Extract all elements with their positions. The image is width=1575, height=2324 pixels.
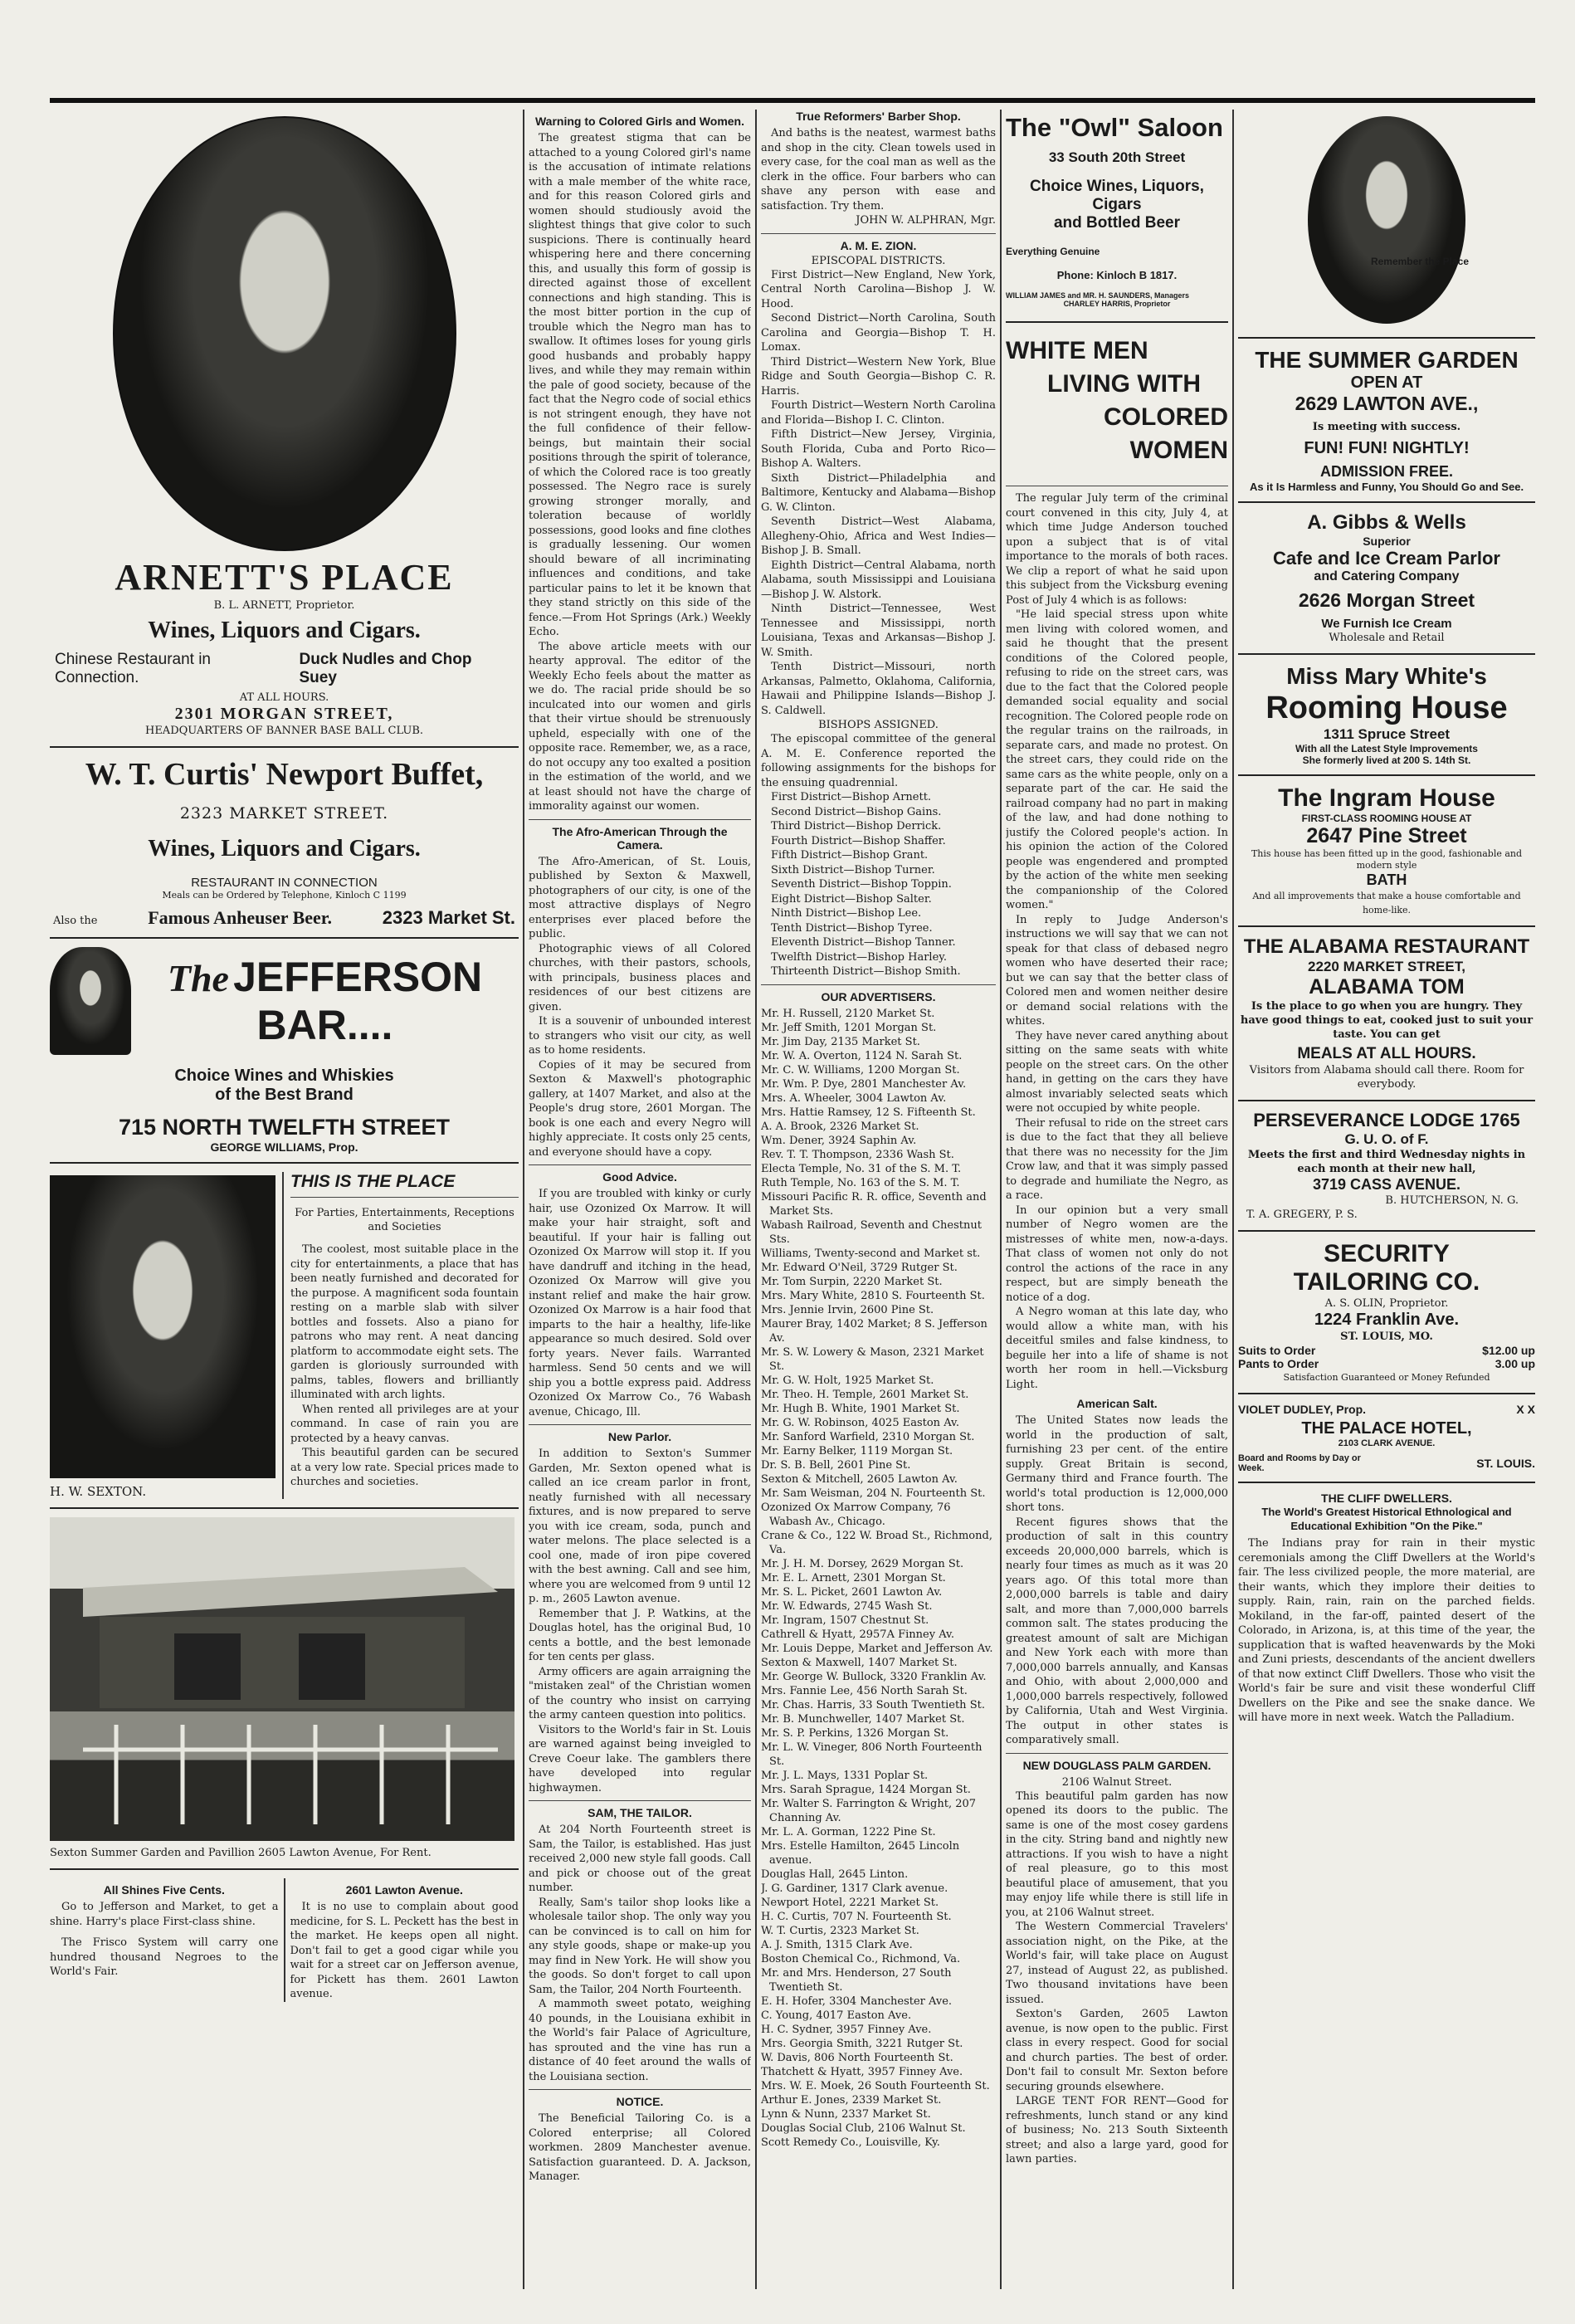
tailoring-title2: TAILORING CO. bbox=[1293, 1268, 1480, 1296]
summer-open: OPEN AT bbox=[1350, 374, 1423, 392]
advertiser-item: Mr. C. W. Williams, 1200 Morgan St. bbox=[761, 1063, 960, 1077]
cliff-title: THE CLIFF DWELLERS. bbox=[1321, 1492, 1452, 1505]
whitemen-head1: WHITE MEN bbox=[1006, 337, 1148, 364]
warning-body2: The above article meets with our hearty approval. The editor of the Weekly Echo feels about the matter as we do. The racial pride should be so inculcated into our women and girls that their virtue should be strenuously upheld, especially with one of the opposite race. Remember, we, as a race, do not occupy any too exalted a position in the estimation of the world, and we at least should not have the charge of immorality against our women. bbox=[529, 640, 751, 813]
summer-fun: FUN! FUN! NIGHTLY! bbox=[1304, 439, 1470, 457]
shines-heading: All Shines Five Cents. bbox=[103, 1883, 225, 1897]
lawton-body: It is no use to complain about good medicine, for S. L. Peckett has the best in the market. He keeps open all night. Don't fail to get a good cigar while you wait for a street car on Jefferson avenue, for Pickett has them. 2601 Lawton avenue. bbox=[290, 1901, 519, 2000]
cliff-body: The Indians pray for rain in their mystic ceremonials among the Cliff Dwellers at the World's fair. The less civilized people, the more material, are their wants, which they implore their deities to supply. Rain, rain, rain on the parched fields. Mokiland, in the far-off, painted desert of the Colorado, in Arizona, is, at this time of the year, the supplication that is wafted heavenwards by the Moki and Zuni priests, descendants of the ancient dwellers of that now extinct Cliff Dwellers. Those who visit the World's fair be sure and visit these wonderful Cliff Dwellers on the Pike and see the snake dance. We will have more in next week. Watch the Palladium. bbox=[1238, 1537, 1535, 1724]
advertiser-item: Mr. Theo. H. Temple, 2601 Market St. bbox=[761, 1388, 969, 1401]
advertiser-item: Mrs. Hattie Ramsey, 12 S. Fifteenth St. bbox=[761, 1106, 976, 1119]
advertiser-item: Mr. and Mrs. Henderson, 27 South Twentieth St. bbox=[761, 1966, 952, 1994]
advertiser-item: Mr. Edward O'Neil, 3729 Rutger St. bbox=[761, 1261, 958, 1274]
curtis-address: 2323 MARKET STREET. bbox=[179, 804, 389, 823]
whitemen-body2: "He laid special stress upon white men living with colored women, and said he thought that the present conditions of the Colored people, refusing to ride on the street cars, was due to the fact that the Colored people demanded social equality and social recognition. The Colored people rode on the regular trains on the railroads, in separate cars, and made no protest. On the street cars, they could ride on the same cars as the white people, only on a separate part of the car. He said the railroad company had no part in making of the law, and had done nothing to justify the Colored people's action. In his opinion the action of the Colored people was engendered and prompted by the action of the white men seeking the companionship of the Colored women." bbox=[1006, 608, 1228, 911]
bishop-item: Thirteenth District—Bishop Smith. bbox=[771, 965, 961, 978]
summer-address: 2629 LAWTON AVE., bbox=[1295, 393, 1479, 414]
curtis-beer: Famous Anheuser Beer. bbox=[148, 907, 333, 928]
camera-body2: Photographic views of all Colored churches, with their pastors, schools, with principals, business places and residences of our best citizens are given. bbox=[529, 942, 751, 1013]
whitemen-head2: LIVING WITH bbox=[1047, 370, 1201, 398]
whitemen-body5: Their refusal to ride on the street cars is due to the fact that they all believe that there was no necessity for the Jim Crow law, and that it was simply passed to degrade and humiliate the Negro, as a race. bbox=[1006, 1116, 1228, 1202]
arnett-proprietor: B. L. ARNETT, Proprietor. bbox=[213, 599, 355, 612]
bishop-item: Second District—Bishop Gains. bbox=[771, 805, 942, 818]
advertiser-item: Mr. L. A. Gorman, 1222 Pine St. bbox=[761, 1825, 936, 1838]
column-3 bbox=[761, 110, 996, 2289]
bishop-item: First District—Bishop Arnett. bbox=[771, 791, 932, 803]
sexton-sub: For Parties, Entertainments, Receptions and Societies bbox=[295, 1207, 514, 1233]
warning-heading: Warning to Colored Girls and Women. bbox=[534, 115, 744, 128]
garden-photo-detail bbox=[50, 1517, 514, 1841]
notice-body: The Beneficial Tailoring Co. is a Colored enterprise; all Colored workmen. 2809 Manchester avenue. Satisfaction guaranteed. D. A. Jackson, Manager. bbox=[529, 2112, 751, 2183]
barber-heading: True Reformers' Barber Shop. bbox=[796, 110, 961, 123]
bishops-intro: The episcopal committee of the general A. M. E. Conference reported the following assignments for the bishops for the ensuing quadrennial. bbox=[761, 733, 996, 789]
arnett-products: Wines, Liquors and Cigars. bbox=[148, 618, 421, 643]
advice-heading: Good Advice. bbox=[602, 1170, 677, 1184]
summer-harmless: As it Is Harmless and Funny, You Should Go and See. bbox=[1249, 481, 1524, 493]
district-item: Third District—Western New York, Blue Ridge and South Georgia—Bishop C. R. Harris. bbox=[761, 355, 996, 398]
advertiser-item: Ozonized Ox Marrow Company, 76 Wabash Av., Chicago. bbox=[761, 1501, 951, 1528]
tailoring-city: ST. LOUIS, MO. bbox=[1340, 1330, 1433, 1343]
advertiser-item: Scott Remedy Co., Louisville, Ky. bbox=[761, 2136, 940, 2149]
curtis-address2: 2323 Market St. bbox=[382, 907, 515, 928]
advertiser-item: Mr. Wm. P. Dye, 2801 Manchester Av. bbox=[761, 1077, 967, 1091]
bishop-item: Eight District—Bishop Salter. bbox=[771, 892, 932, 906]
column-rule bbox=[523, 110, 524, 2289]
shines-body1: Go to Jefferson and Market, to get a shine. Harry's place First-class shine. bbox=[50, 1901, 279, 1928]
advertiser-item: Ruth Temple, No. 163 of the S. M. T. bbox=[761, 1176, 960, 1189]
alabama-address: 2220 MARKET STREET, bbox=[1308, 959, 1465, 974]
advertiser-item: Cathrell & Hyatt, 2957A Finney Av. bbox=[761, 1628, 954, 1641]
district-item: Fourth District—Western North Carolina and Florida—Bishop I. C. Clinton. bbox=[761, 399, 996, 427]
advertiser-item: H. C. Sydner, 3957 Finney Ave. bbox=[761, 2023, 932, 2036]
palm-body1: This beautiful palm garden has now opened its doors to the public. The same is one of the most cosey gardens in the city. String band and nightly new attractions. If you wish to have a night of real pleasure, go to this most beautiful place of amusement, that you may enjoy life while there is still life in you, at 2106 Walnut street. bbox=[1006, 1789, 1228, 1919]
district-list bbox=[761, 268, 996, 719]
ingram-title: The Ingram House bbox=[1278, 784, 1495, 812]
advertiser-item: E. H. Hofer, 3304 Manchester Ave. bbox=[761, 1994, 953, 2008]
gibbs-line1: Cafe and Ice Cream Parlor bbox=[1273, 548, 1500, 569]
arnett-title: ARNETT'S PLACE bbox=[115, 557, 454, 598]
camera-body4: Copies of it may be secured from Sexton & Maxwell's photographic gallery, at 1407 Market, and also at the People's drug store, 2601 Morgan. The book is one each and every Negro will highly appreciate. It costs only 25 cents, and everyone should have a copy. bbox=[529, 1058, 751, 1159]
barber-sign: JOHN W. ALPHRAN, Mgr. bbox=[856, 214, 996, 227]
sam-body: At 204 North Fourteenth street is Sam, the Tailor, is established. Has just received 2,000 new style fall goods. Call and pick or choose out of the great number. bbox=[529, 1824, 751, 1894]
advertiser-item: Boston Chemical Co., Richmond, Va. bbox=[761, 1952, 961, 1965]
owl-line2: and Bottled Beer bbox=[1053, 214, 1181, 232]
jefferson-title1: JEFFERSON bbox=[233, 954, 483, 1000]
parlor-body2: Remember that J. P. Watkins, at the Douglas hotel, has the original Bud, 10 cents a bottle, and the best lemonade for ten cents per glass. bbox=[529, 1607, 751, 1663]
column-rule bbox=[1232, 110, 1234, 2289]
parlor-body: In addition to Sexton's Summer Garden, Mr. Sexton opened what is called an ice cream parlor in front, neatly furnished with all necessary fixtures, and is now prepared to serve you with ice cream, soda, punch and water melons. The place selected is a cool one, made of iron pipe covered with the best awning. Call and see him, where you are welcomed from 9 until 12 p. m., 2605 Lawton avenue. bbox=[529, 1448, 751, 1605]
sexton-heading: THIS IS THE PLACE bbox=[290, 1172, 456, 1191]
owl-portrait bbox=[1308, 116, 1465, 324]
advertiser-item: Mrs. W. E. Moek, 26 South Fourteenth St. bbox=[761, 2079, 990, 2092]
parlor-body4: Visitors to the World's fair in St. Louis are warned against being inveigled to Creve Coeur lake. The gamblers there have developed into regular highwaymen. bbox=[529, 1723, 751, 1794]
bishop-item: Fourth District—Bishop Shaffer. bbox=[771, 834, 946, 847]
bishops-heading: BISHOPS ASSIGNED. bbox=[818, 719, 939, 731]
advertiser-item: Mr. Ingram, 1507 Chestnut St. bbox=[761, 1614, 929, 1627]
advertiser-item: Mr. Chas. Harris, 33 South Twentieth St. bbox=[761, 1698, 985, 1711]
advertiser-item: Mr. Jeff Smith, 1201 Morgan St. bbox=[761, 1021, 937, 1034]
advertiser-item: Mrs. Fannie Lee, 456 North Sarah St. bbox=[761, 1684, 968, 1697]
column-rule bbox=[755, 110, 757, 2289]
arnett-dishes: Duck Nudles and Chop Suey bbox=[299, 651, 472, 686]
advertiser-item: Mrs. Jennie Irvin, 2600 Pine St. bbox=[761, 1303, 934, 1316]
jefferson-line1: Choice Wines and Whiskies bbox=[174, 1067, 394, 1085]
advertiser-item: Mr. Jim Day, 2135 Market St. bbox=[761, 1035, 920, 1048]
tailoring-pants: Pants to Order bbox=[1238, 1357, 1319, 1370]
lodge-order: G. U. O. of F. bbox=[1344, 1131, 1429, 1147]
advertiser-item: Mr. L. W. Vineger, 806 North Fourteenth St. bbox=[761, 1741, 983, 1768]
advertiser-item: Mr. W. Edwards, 2745 Wash St. bbox=[761, 1599, 933, 1613]
advertiser-item: Mr. S. P. Perkins, 1326 Morgan St. bbox=[761, 1726, 949, 1740]
lodge-body: Meets the first and third Wednesday nights in each month at their new hall, bbox=[1247, 1149, 1526, 1175]
gibbs-title: A. Gibbs & Wells bbox=[1307, 511, 1466, 534]
advertiser-item: Mr. Tom Surpin, 2220 Market St. bbox=[761, 1275, 943, 1288]
lawton-block bbox=[284, 1878, 519, 2002]
gibbs-wholesale: Wholesale and Retail bbox=[1329, 632, 1445, 644]
bishops-list bbox=[761, 790, 996, 979]
bishop-item: Tenth District—Bishop Tyree. bbox=[771, 921, 933, 935]
whitemen-body6: In our opinion but a very small number of Negro women are the mistresses of white men, now-a-days. That class of women not only do not control the actions of the race in any respect, but are simply beneath the notice of a dog. bbox=[1006, 1204, 1228, 1304]
advertiser-item: Dr. S. B. Bell, 2601 Pine St. bbox=[761, 1458, 911, 1472]
salt-body2: Recent figures shows that the production of salt in this country exceeds 20,000,000 barrels, which is nearly four times as much as it was 20 years ago. Of this total more than 2,000,000 barrels is table and dairy salt, and more than 7,000,000 barrels common salt. The states producing the greatest amount of salt are Michigan and New York each with more than 7,000,000 barrels annually, and Kansas and Ohio, with about 2,000,000 and 1,000,000 barrels respectively, followed by California, Utah and West Virginia. The output in other states is comparatively small. bbox=[1006, 1516, 1228, 1746]
jefferson-header bbox=[50, 947, 519, 1055]
warning-body: The greatest stigma that can be attached to a young Colored girl's name is the accusation of intimate relations with a male member of the white race, and for this reason Colored girls and women should studiously avoid the slightest things that give color to such suspicions. There is continually heard whispering here and there concerning this, and usually this form of gossip is directed against those of excellent connections and high standing. This is the most bitter portion in the cup of trouble which the Negro man has to swallow. It oftimes loses for young girls good husbands and probably happy lives, and while they may remain within the pale of good society, because of the fact that the Negro code of social ethics is not stringent enough, they have not the full confidence of their fellow-beings, but maintain their social positions through the spirit of tolerance, of which the Colored race is too greatly possessed. The Negro race is surely growing stronger morally, and toleration because of worldly possessions, good looks and fine clothes is gradually lessening. Our women should beware of all incriminating influences and conditions, and take particular pains to let it be known that they stand strictly on this side of the fence.—From Hot Springs (Ark.) Weekly Echo. bbox=[529, 132, 751, 638]
bishop-item: Third District—Bishop Derrick. bbox=[771, 820, 942, 832]
shines-body2: The Frisco System will carry one hundred thousand Negroes to the World's Fair. bbox=[50, 1936, 279, 1978]
sexton-photo-col bbox=[50, 1172, 282, 1499]
advertiser-item: Thatchett & Hyatt, 3957 Finney Ave. bbox=[761, 2065, 963, 2078]
curtis-restaurant: RESTAURANT IN CONNECTION bbox=[191, 876, 378, 890]
advertiser-item: Douglas Hall, 2645 Linton. bbox=[761, 1868, 909, 1881]
alabama-visitors: Visitors from Alabama should call there. Room for everybody. bbox=[1249, 1064, 1524, 1091]
arnett-hours: AT ALL HOURS. bbox=[239, 691, 329, 704]
owl-genuine-row bbox=[1006, 246, 1228, 257]
advertiser-item: Douglas Social Club, 2106 Walnut St. bbox=[761, 2121, 966, 2135]
advertiser-item: Mr. G. W. Holt, 1925 Market St. bbox=[761, 1374, 934, 1387]
tailoring-pants-price: 3.00 up bbox=[1495, 1357, 1535, 1370]
tailoring-guarantee: Satisfaction Guaranteed or Money Refunded bbox=[1283, 1372, 1490, 1383]
tailoring-address: 1224 Franklin Ave. bbox=[1314, 1311, 1460, 1329]
bishop-item: Seventh District—Bishop Toppin. bbox=[771, 878, 952, 891]
sam-body3: A mammoth sweet potato, weighing 40 pounds, in the Louisiana exhibit in the World's fair Palace of Agriculture, has sprouted and the vine has run a distance of 40 feet around the walls of the Louisiana section. bbox=[529, 1998, 751, 2083]
owl-proprietor: CHARLEY HARRIS, Proprietor bbox=[1063, 300, 1171, 308]
summer-title: THE SUMMER GARDEN bbox=[1255, 347, 1519, 373]
advertiser-item: A. J. Smith, 1315 Clark Ave. bbox=[761, 1938, 913, 1951]
notice-heading: NOTICE. bbox=[616, 2095, 664, 2108]
alabama-name: ALABAMA TOM bbox=[1309, 975, 1465, 998]
advertiser-item: Mrs. Sarah Sprague, 1424 Morgan St. bbox=[761, 1783, 971, 1796]
advertiser-item: Sexton & Mitchell, 2605 Lawton Av. bbox=[761, 1472, 958, 1486]
white-line2: She formerly lived at 200 S. 14th St. bbox=[1302, 754, 1471, 766]
column-5 bbox=[1238, 110, 1535, 2289]
owl-phone: Phone: Kinloch B 1817. bbox=[1056, 269, 1178, 281]
summer-admission: ADMISSION FREE. bbox=[1319, 463, 1453, 480]
advice-body: If you are troubled with kinky or curly hair, use Ozonized Ox Marrow. It will make your hair straight, soft and beautiful. If your hair is falling out Ozonized Ox Marrow will stop it. If you have dandruff and itching in the head, Ozonized Ox Marrow will give you instant relief and make the hair grow. Ozonized Ox Marrow is a hair food that imparts to the hair a healthy, life-like appearance so much desired. Sold over forty years. Never fails. Warranted harmless. Send 50 cents and we will ship you a bottle express paid. Address Ozonized Ox Marrow Co., 76 Wabash avenue, Chicago, Ill. bbox=[529, 1188, 751, 1418]
advertiser-item: Mr. Sanford Warfield, 2310 Morgan St. bbox=[761, 1430, 975, 1443]
advertiser-item: Mr. Walter S. Farrington & Wright, 207 Channing Av. bbox=[761, 1797, 977, 1824]
sexton-portrait bbox=[50, 1175, 276, 1478]
gibbs-address: 2626 Morgan Street bbox=[1298, 589, 1475, 611]
white-address: 1311 Spruce Street bbox=[1323, 726, 1451, 742]
advertiser-item: Sexton & Maxwell, 1407 Market St. bbox=[761, 1656, 958, 1669]
parlor-body3: Army officers are again arraigning the "mistaken zeal" of the Christian women of the country who insist on carrying the army canteen question into politics. bbox=[529, 1665, 751, 1721]
top-rule bbox=[50, 98, 1535, 103]
lodge-ps: T. A. GREGERY, P. S. bbox=[1246, 1208, 1358, 1221]
ingram-line1: FIRST-CLASS ROOMING HOUSE AT bbox=[1301, 813, 1472, 824]
advertiser-item: Mr. Earny Belker, 1119 Morgan St. bbox=[761, 1444, 953, 1457]
ame-heading: A. M. E. ZION. bbox=[840, 238, 917, 252]
sam-heading: SAM, THE TAILOR. bbox=[588, 1806, 692, 1819]
palace-marks: X X bbox=[1516, 1403, 1535, 1416]
palace-board-row bbox=[1238, 1453, 1535, 1473]
tailoring-suits-price: $12.00 up bbox=[1482, 1344, 1535, 1357]
bishop-item: Sixth District—Bishop Turner. bbox=[771, 863, 935, 876]
advertiser-item: Mr. J. L. Mays, 1331 Poplar St. bbox=[761, 1769, 929, 1782]
district-item: First District—New England, New York, Central North Carolina—Bishop J. W. Hood. bbox=[761, 268, 996, 310]
advertiser-item: J. G. Gardiner, 1317 Clark avenue. bbox=[761, 1882, 948, 1895]
alabama-title: THE ALABAMA RESTAURANT bbox=[1243, 935, 1530, 958]
cliff-sub: The World's Greatest Historical Ethnological and Educational Exhibition "On the Pike." bbox=[1261, 1506, 1512, 1532]
advertisers-list bbox=[761, 1007, 996, 2150]
column-2 bbox=[529, 110, 751, 2289]
ame-sub: EPISCOPAL DISTRICTS. bbox=[811, 254, 946, 267]
advertiser-item: W. T. Curtis, 2323 Market St. bbox=[761, 1924, 919, 1937]
arnett-address: 2301 MORGAN STREET, bbox=[174, 705, 394, 723]
ingram-line2: This house has been fitted up in the good, fashionable and modern style bbox=[1251, 848, 1523, 871]
advertiser-item: Rev. T. T. Thompson, 2336 Wash St. bbox=[761, 1148, 954, 1161]
sexton-caption: H. W. SEXTON. bbox=[50, 1484, 147, 1499]
advertiser-item: H. C. Curtis, 707 N. Fourteenth St. bbox=[761, 1910, 952, 1923]
owl-genuine: Everything Genuine bbox=[1006, 246, 1100, 257]
barber-body: And baths is the neatest, warmest baths and shop in the city. Clean towels used in every case, for the coal man as well as the clerk in the office. Four barbers who can shave any person with ease and satisfaction. Try them. bbox=[761, 127, 996, 212]
whitemen-head3: COLORED WOMEN bbox=[1104, 403, 1228, 464]
column-rule bbox=[1000, 110, 1002, 2289]
advertiser-item: Mrs. A. Wheeler, 3004 Lawton Av. bbox=[761, 1091, 947, 1105]
owl-line1: Choice Wines, Liquors, Cigars bbox=[1030, 178, 1204, 213]
advertiser-item: Mr. H. Russell, 2120 Market St. bbox=[761, 1007, 935, 1020]
advertiser-item: Mr. Sam Weisman, 204 N. Fourteenth St. bbox=[761, 1487, 986, 1500]
jefferson-title-block bbox=[131, 953, 519, 1049]
advertiser-item: Missouri Pacific R. R. office, Seventh and Market Sts. bbox=[761, 1190, 987, 1218]
curtis-beer-row bbox=[53, 907, 515, 929]
advertiser-item: Lynn & Nunn, 2337 Market St. bbox=[761, 2107, 931, 2121]
tailoring-proprietor: A. S. OLIN, Proprietor. bbox=[1324, 1297, 1449, 1310]
garden-photo bbox=[50, 1517, 514, 1841]
sam-body2: Really, Sam's tailor shop looks like a wholesale tailor shop. The only way you can be convinced is to call on him for any style goods, shape or make-up you may find in New York. He will show you the goods. So don't forget to call upon Sam, the Tailor, 204 North Fourteenth. bbox=[529, 1896, 751, 1996]
white-title1: Miss Mary White's bbox=[1286, 663, 1487, 689]
district-item: Second District—North Carolina, South Carolina and Georgia—Bishop T. H. Lomax. bbox=[761, 312, 996, 354]
sexton-body1: The coolest, most suitable place in the city for entertainments, a place that has been neatly furnished and decorated for the purpose. A magnificent soda fountain resting on a marble slab with silver bottles and fossets. Also a piano for patrons who may rent. A neat dancing platform to accommodate eight sets. The garden is gloriously surrounded with palms, tables, flowers and brilliantly illuminated with arch lights. bbox=[290, 1243, 519, 1401]
palace-prop: VIOLET DUDLEY, Prop. bbox=[1238, 1403, 1367, 1416]
district-item: Eighth District—Central Alabama, north Alabama, south Mississippi and Louisiana—Bishop J. W. Alstork. bbox=[761, 559, 996, 601]
sexton-body2: When rented all privileges are at your command. In case of rain you are protected by a heavy canvas. bbox=[290, 1403, 519, 1445]
lodge-ng: B. HUTCHERSON, N. G. bbox=[1385, 1194, 1519, 1207]
advertiser-item: Mrs. Mary White, 2810 S. Fourteenth St. bbox=[761, 1289, 985, 1302]
white-line1: With all the Latest Style Improvements bbox=[1295, 743, 1478, 754]
parlor-heading: New Parlor. bbox=[607, 1430, 672, 1443]
sexton-block bbox=[50, 1172, 519, 1499]
district-item: Sixth District—Philadelphia and Baltimore, Kentucky and Alabama—Bishop G. W. Clinton. bbox=[761, 471, 996, 514]
advertiser-item: Mr. W. A. Overton, 1124 N. Sarah St. bbox=[761, 1049, 963, 1062]
bishop-item: Eleventh District—Bishop Tanner. bbox=[771, 936, 956, 949]
advertiser-item: Mrs. Estelle Hamilton, 2645 Lincoln avenue. bbox=[761, 1839, 960, 1867]
column-4 bbox=[1006, 110, 1228, 2289]
whitemen-body7: A Negro woman at this late day, who would allow a white man, with his deceitful smiles and false kindness, to beguile her into a life of shame is not worth her room in hell.—Vicksburg Light. bbox=[1006, 1306, 1228, 1391]
jefferson-prop: GEORGE WILLIAMS, Prop. bbox=[210, 1140, 358, 1154]
jefferson-address: 715 NORTH TWELFTH STREET bbox=[118, 1115, 450, 1140]
jefferson-portrait bbox=[50, 947, 131, 1055]
ingram-address: 2647 Pine Street bbox=[1306, 824, 1467, 847]
owl-title: The "Owl" Saloon bbox=[1006, 113, 1223, 142]
advertiser-item: Mr. S. L. Picket, 2601 Lawton Av. bbox=[761, 1585, 943, 1599]
alabama-meals: MEALS AT ALL HOURS. bbox=[1297, 1045, 1476, 1062]
palm-body3: Sexton's Garden, 2605 Lawton avenue, is now open to the public. First class in every respect. Good for social and church parties. The best of order. Don't fail to consult Mr. Sexton before securing grounds elsewhere. bbox=[1006, 2008, 1228, 2093]
palace-address: 2103 CLARK AVENUE. bbox=[1338, 1438, 1436, 1448]
jefferson-the: The bbox=[167, 957, 229, 999]
advertiser-item: W. Davis, 806 North Fourteenth St. bbox=[761, 2051, 953, 2064]
sexton-body3: This beautiful garden can be secured at a very low rate. Special prices made to churches and societies. bbox=[290, 1447, 519, 1488]
camera-body3: It is a souvenir of unbounded interest to strangers who visit our city, as well as to home residents. bbox=[529, 1015, 751, 1057]
curtis-title: W. T. Curtis' Newport Buffet, bbox=[85, 757, 484, 792]
owl-remember: Remember the Place bbox=[1370, 256, 1469, 267]
white-title2: Rooming House bbox=[1265, 691, 1508, 725]
advertiser-item: Wabash Railroad, Seventh and Chestnut Sts. bbox=[761, 1218, 982, 1246]
sexton-text bbox=[282, 1172, 519, 1499]
arnett-restaurant-row bbox=[55, 651, 514, 687]
palace-title: THE PALACE HOTEL, bbox=[1301, 1419, 1472, 1438]
district-item: Fifth District—New Jersey, Virginia, South Florida, Cuba and Porto Rico—Bishop A. Walters. bbox=[761, 428, 996, 470]
whitemen-body3: In reply to Judge Anderson's instructions we will say that we can not speak for that class of debased negro women who have deserted their race; but we can say that the better class of Colored men and women neither desire or demand social relations with the whites. bbox=[1006, 913, 1228, 1028]
advertiser-item: Electa Temple, No. 31 of the S. M. T. bbox=[761, 1162, 962, 1175]
camera-body: The Afro-American, of St. Louis, published by Sexton & Maxwell, photographers of our city, is one of the most attractive displays of Negro enterprises ever placed before the public. bbox=[529, 855, 751, 940]
advertiser-item: Maurer Bray, 1402 Market; 8 S. Jefferson Av. bbox=[761, 1317, 987, 1345]
column-1 bbox=[50, 110, 519, 2289]
lodge-title: PERSEVERANCE LODGE 1765 bbox=[1253, 1110, 1520, 1130]
advertiser-item: Mrs. Georgia Smith, 3221 Rutger St. bbox=[761, 2037, 963, 2050]
advertiser-item: Arthur E. Jones, 2339 Market St. bbox=[761, 2093, 942, 2107]
camera-heading: The Afro-American Through the Camera. bbox=[552, 824, 728, 852]
jefferson-line2: of the Best Brand bbox=[215, 1086, 354, 1104]
garden-caption: Sexton Summer Garden and Pavillion 2605 Lawton Avenue, For Rent. bbox=[50, 1847, 432, 1859]
newspaper-page bbox=[50, 98, 1535, 2289]
gibbs-furnish: We Furnish Ice Cream bbox=[1321, 617, 1452, 631]
district-item: Ninth District—Tennessee, West Tennessee and Mississippi, north Louisiana, Texas and Arkansas—Bishop J. W. Smith. bbox=[761, 603, 996, 659]
advertiser-item: Newport Hotel, 2221 Market St. bbox=[761, 1896, 939, 1909]
advertiser-item: Mr. S. W. Lowery & Mason, 2321 Market St. bbox=[761, 1345, 984, 1373]
salt-body1: The United States now leads the world in the production of salt, furnishing 23 per cent. of the entire supply. Great Britain is second, Germany third and France fourth. The world's total production is 12,000,000 short tons. bbox=[1006, 1414, 1228, 1514]
curtis-products: Wines, Liquors and Cigars. bbox=[148, 836, 421, 862]
portrait-photo bbox=[113, 116, 456, 551]
advertiser-item: Wm. Dener, 3924 Saphin Av. bbox=[761, 1134, 917, 1147]
district-item: Seventh District—West Alabama, Allegheny-Ohio, Africa and West Indies—Bishop J. B. Small. bbox=[761, 515, 996, 557]
owl-managers: WILLIAM JAMES and MR. H. SAUNDERS, Managers bbox=[1006, 291, 1190, 300]
summer-meeting: Is meeting with success. bbox=[1312, 421, 1461, 433]
advertiser-item: A. A. Brook, 2326 Market St. bbox=[761, 1120, 919, 1133]
bishop-item: Ninth District—Bishop Lee. bbox=[771, 907, 922, 920]
district-item: Tenth District—Missouri, north Arkansas, Palmetto, Oklahoma, California, Hawaii and Philippine Islands—Bishop J. S. Caldwell. bbox=[761, 661, 996, 717]
tailoring-suits: Suits to Order bbox=[1238, 1344, 1316, 1357]
owl-address: 33 South 20th Street bbox=[1048, 149, 1186, 165]
palm-body4: LARGE TENT FOR RENT—Good for refreshments, lunch stand or any kind of business; No. 213 South Sixteenth street; and also a large yard, good for lawn parties. bbox=[1006, 2095, 1228, 2165]
ingram-bath: BATH bbox=[1366, 872, 1407, 888]
advertiser-item: Mr. George W. Bullock, 3320 Franklin Av. bbox=[761, 1670, 987, 1683]
advertiser-item: Mr. J. H. M. Dorsey, 2629 Morgan St. bbox=[761, 1557, 964, 1570]
bishop-item: Twelfth District—Bishop Harley. bbox=[771, 950, 948, 964]
bottom-notes bbox=[50, 1878, 519, 2002]
advertiser-item: Williams, Twenty-second and Market st. bbox=[761, 1247, 981, 1260]
jefferson-title2: BAR.... bbox=[256, 1002, 393, 1048]
arnett-restaurant: Chinese Restaurant in Connection. bbox=[55, 651, 211, 686]
palace-prop-row bbox=[1238, 1403, 1535, 1416]
salt-heading: American Salt. bbox=[1076, 1397, 1158, 1410]
curtis-telephone: Meals can be Ordered by Telephone, Kinloch C 1199 bbox=[162, 890, 407, 901]
advertiser-item: C. Young, 4017 Easton Ave. bbox=[761, 2009, 912, 2022]
palm-body2: The Western Commercial Travelers' association night, on the Pike, at the World's fair, will take place on August 27, instead of August 22, as published. Two thousand invitations have been issued. bbox=[1006, 1921, 1228, 2006]
lodge-address: 3719 CASS AVENUE. bbox=[1312, 1176, 1461, 1193]
tailoring-suits-row bbox=[1238, 1344, 1535, 1357]
whitemen-body4: They have never cared anything about sitting on the same seats with white people on the street cars. On the other hand, in getting on the cars they have almost invariably selected seats which were not occupied by white people. bbox=[1006, 1029, 1228, 1115]
ingram-line3: And all improvements that make a house comfortable and home-like. bbox=[1252, 891, 1521, 915]
lawton-heading: 2601 Lawton Avenue. bbox=[345, 1883, 463, 1897]
arnett-hq: HEADQUARTERS OF BANNER BASE BALL CLUB. bbox=[144, 725, 424, 737]
bishop-item: Fifth District—Bishop Grant. bbox=[771, 849, 929, 862]
palm-heading: NEW DOUGLASS PALM GARDEN. bbox=[1022, 1758, 1212, 1772]
whitemen-body1: The regular July term of the criminal court convened in this city, July 4, at which time Judge Anderson touched upon a subject that is of vital importance to the morals of both races. We clip a report of what he said upon this subject from the Vicksburg evening Post of July 4 which is as follows: bbox=[1006, 492, 1228, 607]
advertiser-item: Mr. Louis Deppe, Market and Jefferson Av. bbox=[761, 1642, 993, 1655]
shines-block bbox=[50, 1878, 284, 2002]
advertisers-heading: OUR ADVERTISERS. bbox=[821, 989, 936, 1003]
advertiser-item: Mr. B. Munchweller, 1407 Market St. bbox=[761, 1712, 965, 1726]
advertiser-item: Mr. E. L. Arnett, 2301 Morgan St. bbox=[761, 1571, 946, 1584]
advertiser-item: Mr. G. W. Robinson, 4025 Easton Av. bbox=[761, 1416, 959, 1429]
curtis-also: Also the bbox=[53, 915, 98, 927]
palm-sub: 2106 Walnut Street. bbox=[1061, 1775, 1173, 1789]
gibbs-line2: and Catering Company bbox=[1314, 569, 1460, 583]
tailoring-title1: SECURITY bbox=[1324, 1240, 1450, 1267]
advertiser-item: Mr. Hugh B. White, 1901 Market St. bbox=[761, 1402, 960, 1415]
palace-city: ST. LOUIS. bbox=[1476, 1457, 1535, 1470]
tailoring-pants-row bbox=[1238, 1357, 1535, 1370]
gibbs-superior: Superior bbox=[1363, 535, 1411, 548]
alabama-body: Is the place to go when you are hungry. They have good things to eat, cooked just to suit your taste. You can get bbox=[1240, 1000, 1534, 1041]
palace-board: Board and Rooms by Day or Week. bbox=[1238, 1453, 1361, 1473]
advertiser-item: Crane & Co., 122 W. Broad St., Richmond, Va. bbox=[761, 1529, 992, 1556]
